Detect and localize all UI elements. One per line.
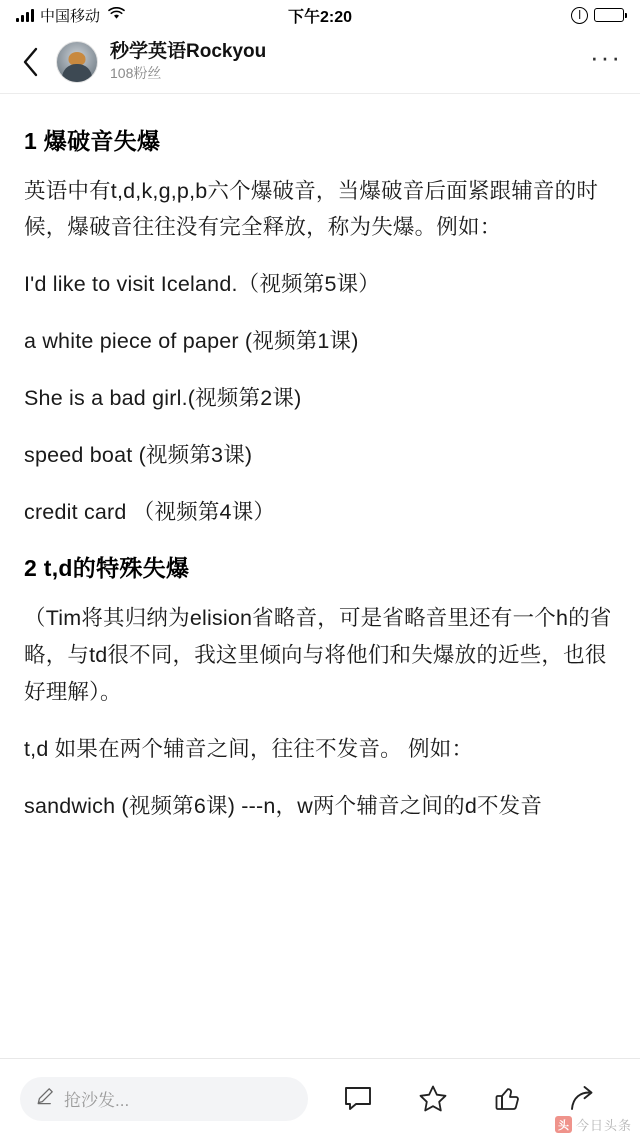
- battery-icon: [594, 8, 624, 22]
- example-line-4: credit card （视频第4课）: [24, 500, 276, 525]
- account-info[interactable]: [110, 40, 266, 84]
- example-line-3: speed boat (视频第3课): [24, 443, 253, 468]
- account-followers: 108粉丝: [110, 65, 162, 82]
- example-line-6: sandwich (视频第6课) ---n，w两个辅音之间的d不发音: [24, 793, 543, 818]
- share-arrow-icon[interactable]: [563, 1079, 603, 1119]
- bottom-bar-actions: [308, 1079, 620, 1119]
- thumbs-up-icon[interactable]: [488, 1079, 528, 1119]
- status-bar: [0, 0, 640, 30]
- pencil-icon: [36, 1087, 54, 1110]
- watermark-text: 今日头条: [575, 1118, 632, 1133]
- example-line-1: a white piece of paper (视频第1课): [24, 329, 359, 354]
- status-bar-clock: 下午2:20: [287, 8, 353, 26]
- article-body: [0, 94, 640, 1058]
- avatar[interactable]: [56, 41, 98, 83]
- more-options-icon[interactable]: ···: [590, 41, 622, 72]
- section-heading-2: 2 t,d的特殊失爆: [24, 555, 190, 582]
- wifi-icon: [108, 5, 125, 25]
- account-name: 秒学英语Rockyou: [110, 40, 267, 62]
- back-chevron-icon[interactable]: [14, 45, 48, 79]
- paragraph-elision-note: （Tim将其归纳为elision省略音，可是省略音里还有一个h的省略，与td很不同，我这里倾向与将他们和失爆放的近些，也很好理解）。: [24, 605, 612, 704]
- watermark-badge: 头: [555, 1116, 572, 1133]
- star-favorite-icon[interactable]: [413, 1079, 453, 1119]
- comment-placeholder: 抢沙发...: [64, 1091, 130, 1110]
- section-heading-1: 1 爆破音失爆: [24, 128, 161, 154]
- watermark: [555, 1115, 632, 1134]
- status-bar-right: [571, 7, 624, 24]
- example-line-5: I'd like to visit Iceland.（视频第5课）: [24, 272, 381, 297]
- status-bar-left: [16, 5, 125, 26]
- cellular-signal-icon: [16, 9, 34, 22]
- comment-bubble-icon[interactable]: [338, 1079, 378, 1119]
- example-line-2: She is a bad girl.(视频第2课): [24, 386, 302, 411]
- carrier-label: 中国移动: [40, 7, 101, 25]
- paragraph-td-rule: t,d 如果在两个辅音之间，往往不发音。 例如：: [24, 736, 474, 761]
- bottom-action-bar: [0, 1058, 640, 1138]
- paragraph-intro: 英语中有t,d,k,g,p,b六个爆破音，当爆破音后面紧跟辅音的时候，爆破音往往没有完全释放，称为失爆。例如：: [24, 178, 599, 240]
- rotation-lock-icon: [571, 7, 588, 24]
- nav-bar: [0, 30, 640, 94]
- comment-input[interactable]: [20, 1077, 308, 1121]
